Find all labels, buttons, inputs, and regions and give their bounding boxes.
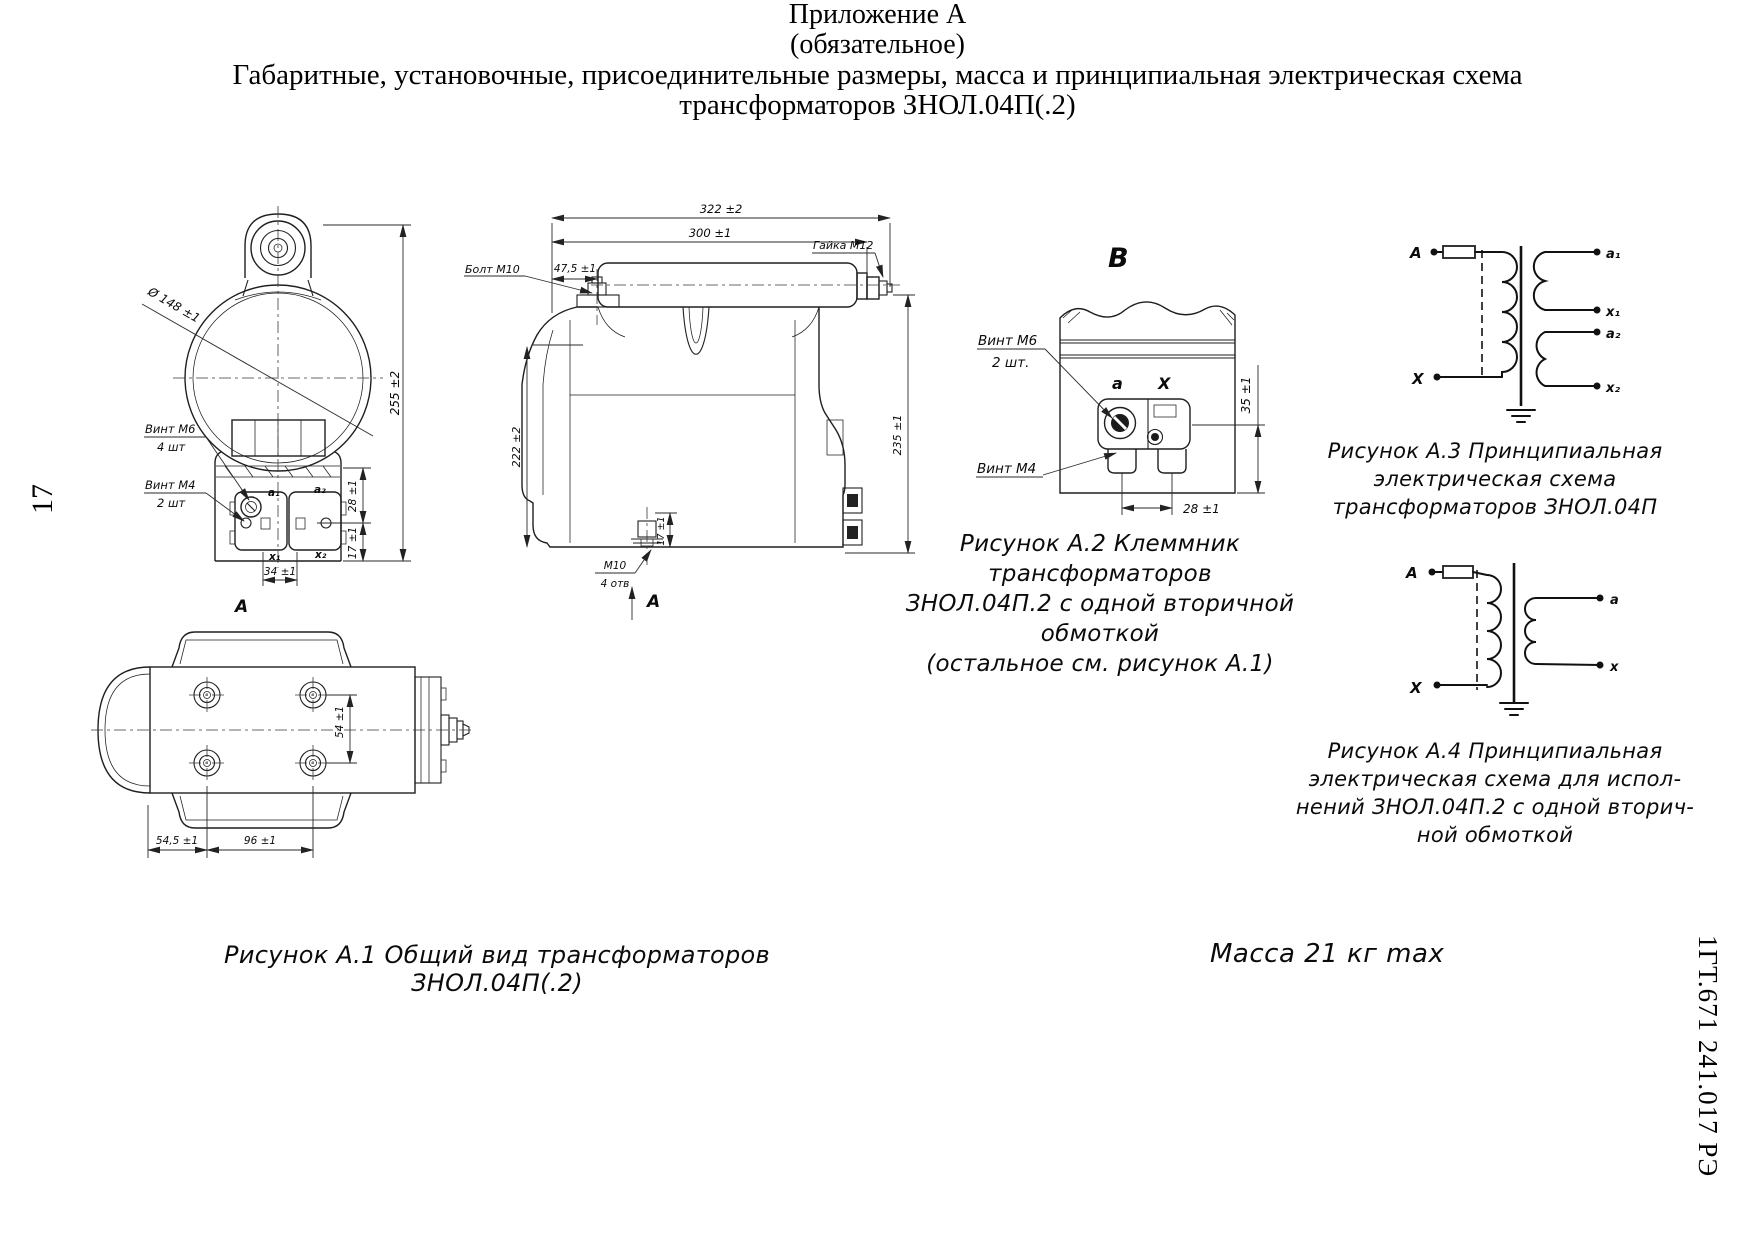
figure-a3-caption	[1320, 437, 1670, 521]
side-nut-m12-label: Гайка М12	[813, 239, 874, 252]
view-b-title: В	[1108, 243, 1129, 274]
side-dim-235-label: 235 ±1	[891, 414, 904, 456]
side-view-drawing	[455, 195, 935, 615]
front-height-label: 255 ±2	[388, 370, 402, 416]
a3-terminal-a2: а₂	[1606, 327, 1621, 342]
a4-terminal-x: х	[1610, 660, 1619, 675]
figure-a3-caption-line1: Рисунок А.3 Принципиальная	[1327, 439, 1663, 463]
figure-a2-caption-line3: (остальное см. рисунок А.1)	[926, 651, 1274, 677]
figure-a4-caption-line3: нений ЗНОЛ.04П.2 с одной вторич-	[1295, 795, 1695, 819]
front-screw-m4-label: Винт М4	[145, 478, 196, 492]
side-holes-m10-label: М10	[603, 560, 627, 572]
side-dim-222-label: 222 ±2	[510, 426, 523, 468]
front-terminal-x1: х₁	[269, 551, 281, 563]
figure-a3-caption-line2: электрическая схема	[1373, 467, 1617, 491]
front-view-linework	[173, 206, 383, 568]
a3-terminal-x2: х₂	[1606, 381, 1621, 396]
a3-terminal-a1: а₁	[1606, 247, 1621, 262]
a4-terminal-a: а	[1610, 593, 1619, 608]
view-b-dim-35-label: 35 ±1	[1239, 376, 1253, 414]
schematic-a4	[1390, 545, 1640, 730]
schematic-a4-labels	[1405, 564, 1619, 697]
side-holes-qty-label: 4 отв	[600, 578, 630, 590]
a3-terminal-A: А	[1410, 244, 1422, 262]
top-dim-96-label: 96 ±1	[243, 835, 277, 847]
figure-a2-caption-line1: Рисунок А.2 Клеммник трансформаторов	[959, 531, 1241, 587]
top-view-dimensions	[148, 695, 357, 858]
a4-terminal-X: Х	[1410, 679, 1422, 697]
front-dim-28-label: 28 ±1	[347, 479, 359, 513]
view-b-linework	[1060, 302, 1235, 493]
front-dim-17-label: 17 ±1	[347, 526, 359, 560]
figure-a2-caption-line2: ЗНОЛ.04П.2 с одной вторичной обмоткой	[905, 591, 1295, 647]
side-dim-47-5-label: 47,5 ±1	[553, 263, 597, 275]
side-dim-17-label: 17 ±1	[656, 516, 667, 546]
view-b-screw-m4-label: Винт М4	[977, 461, 1037, 477]
view-b-screw-m6-qty: 2 шт.	[992, 355, 1030, 371]
front-view-dimensions	[142, 225, 411, 586]
schematic-a4-circuit	[1429, 563, 1604, 715]
front-terminal-a2: а₂	[314, 484, 326, 496]
figure-a4-caption-line4: ной обмоткой	[1416, 823, 1574, 847]
front-dim-34-label: 34 ±1	[263, 566, 297, 578]
schematic-a3	[1380, 210, 1640, 425]
appendix-subtitle: (обязательное)	[790, 29, 965, 60]
side-dim-322-label: 322 ±2	[699, 202, 743, 216]
front-screw-m6-label: Винт М6	[145, 422, 196, 436]
top-dim-54-5-label: 54,5 ±1	[155, 835, 199, 847]
mounting-holes	[189, 677, 331, 781]
figure-a4-caption-line1: Рисунок А.4 Принципиальная	[1327, 739, 1663, 763]
a4-terminal-A: А	[1406, 564, 1418, 582]
front-screw-m6-qty: 4 шт	[157, 440, 186, 454]
a3-terminal-x1: х₁	[1606, 305, 1621, 320]
front-view-a-label: А	[235, 597, 249, 617]
figure-a3-caption-line3: трансформаторов ЗНОЛ.04П	[1332, 495, 1658, 519]
side-bolt-m10-label: Болт М10	[465, 263, 520, 276]
document-code: 1ГТ.671 241.017 РЭ	[1693, 935, 1723, 1178]
side-view-a-label: А	[647, 592, 661, 612]
view-b-labels	[977, 243, 1253, 516]
front-terminal-x2: х₂	[315, 549, 327, 561]
front-view-labels	[145, 284, 402, 617]
top-view-drawing	[85, 600, 475, 870]
appendix-description-line1: Габаритные, установочные, присоединительные размеры, масса и принципиальная электрическая схема	[232, 59, 1523, 91]
side-dim-300-label: 300 ±1	[688, 226, 732, 240]
mass-note: Масса 21 кг max	[1210, 939, 1445, 969]
top-view-linework	[91, 632, 473, 828]
view-b-terminal-a: а	[1112, 374, 1123, 393]
top-dim-54-label: 54 ±1	[334, 705, 346, 739]
view-b-screw-m6-label: Винт М6	[978, 333, 1038, 349]
view-b-terminal-x: Х	[1158, 374, 1171, 393]
a3-terminal-X: Х	[1412, 370, 1424, 388]
figure-a4-caption-line2: электрическая схема для испол-	[1308, 767, 1682, 791]
front-terminal-a1: а₁	[268, 487, 280, 499]
front-screw-m4-qty: 2 шт	[157, 496, 186, 510]
front-diameter-label: Ø 148 ±1	[145, 284, 203, 326]
page-number: 17	[26, 484, 59, 514]
top-view-labels	[156, 706, 346, 847]
side-view-dimensions	[464, 218, 915, 620]
side-view-linework	[522, 263, 900, 567]
front-view-drawing	[85, 200, 445, 630]
appendix-title: Приложение А	[788, 0, 967, 30]
view-b-drawing	[950, 215, 1280, 525]
view-b-dim-28-label: 28 ±1	[1183, 502, 1220, 516]
appendix-description-line2: трансформаторов ЗНОЛ.04П(.2)	[679, 89, 1076, 121]
schematic-a3-circuit	[1431, 246, 1601, 422]
figure-a2-caption	[895, 529, 1305, 679]
figure-a1-caption: Рисунок А.1 Общий вид трансформаторов ЗНОЛ.04П(.2)	[224, 941, 770, 997]
appendix-header	[0, 0, 1755, 120]
figure-a4-caption	[1295, 737, 1695, 849]
